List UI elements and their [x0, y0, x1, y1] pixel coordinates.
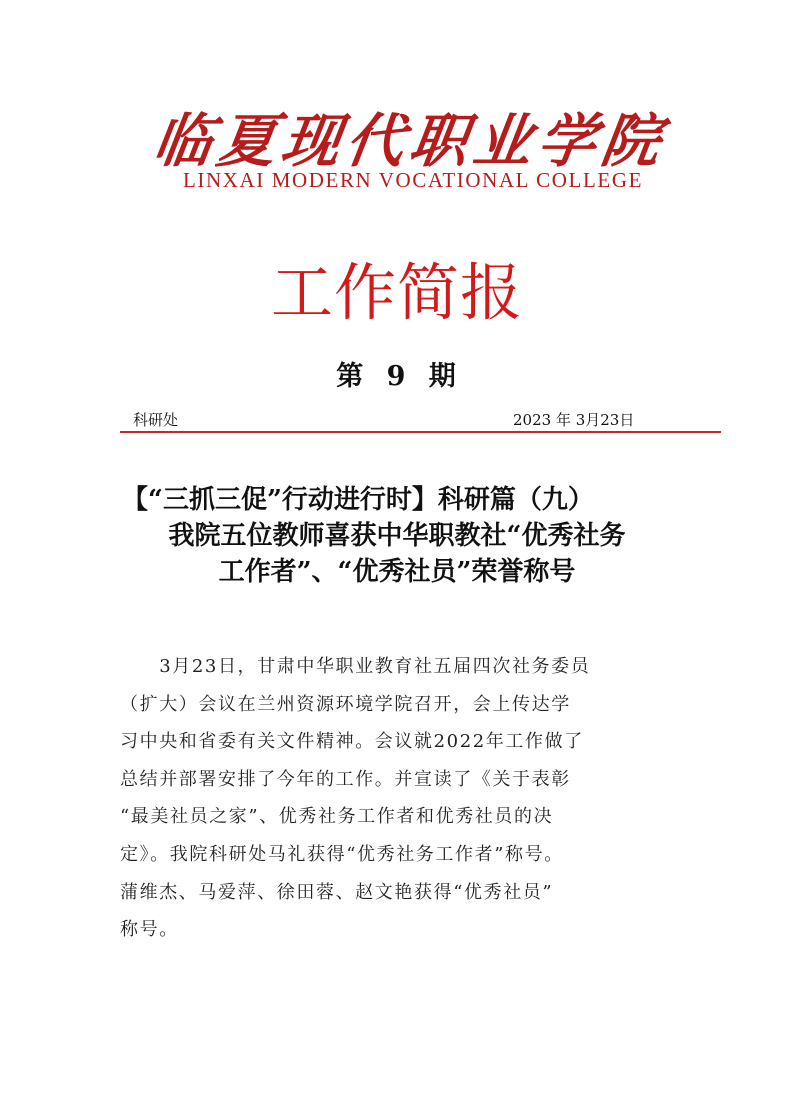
headline-line: 【“三抓三促”行动进行时】科研篇（九）: [122, 485, 594, 515]
red-divider: [120, 431, 721, 433]
body-line: 习中央和省委有关文件精神。会议就2022年工作做了: [120, 731, 584, 753]
body-line: 3月23日，甘肃中华职业教育社五届四次社务委员: [120, 656, 591, 677]
article-body: [120, 648, 640, 949]
body-line: （扩大）会议在兰州资源环境学院召开，会上传达学: [120, 693, 571, 715]
body-line: “最美社员之家”、优秀社务工作者和优秀社员的决: [120, 806, 554, 828]
issue-date: 2023 年 3月23日: [513, 411, 635, 429]
college-logo: [130, 105, 700, 175]
meta-row: [130, 409, 720, 431]
college-logo-subtitle: LINXAI MODERN VOCATIONAL COLLEGE: [182, 168, 644, 192]
body-line: 蒲维杰、马爱萍、徐田蓉、赵文艳获得“优秀社员”: [120, 881, 554, 903]
issue-number: 第 9 期: [336, 361, 458, 392]
department-label: 科研处: [133, 411, 179, 429]
headline-line: 我院五位教师喜获中华职教社“优秀社务: [168, 521, 626, 551]
body-line: 定》。我院科研处马礼获得“优秀社务工作者”称号。: [120, 843, 564, 865]
article-headline: [90, 482, 704, 590]
body-line: 称号。: [120, 919, 179, 941]
bulletin-title: 工作简报: [270, 256, 523, 329]
college-logo-calligraphy: 临夏现代职业学院: [149, 106, 671, 175]
headline-line: 工作者”、“优秀社员”荣誉称号: [218, 557, 576, 587]
body-line: 总结并部署安排了今年的工作。并宣读了《关于表彰: [120, 768, 571, 790]
